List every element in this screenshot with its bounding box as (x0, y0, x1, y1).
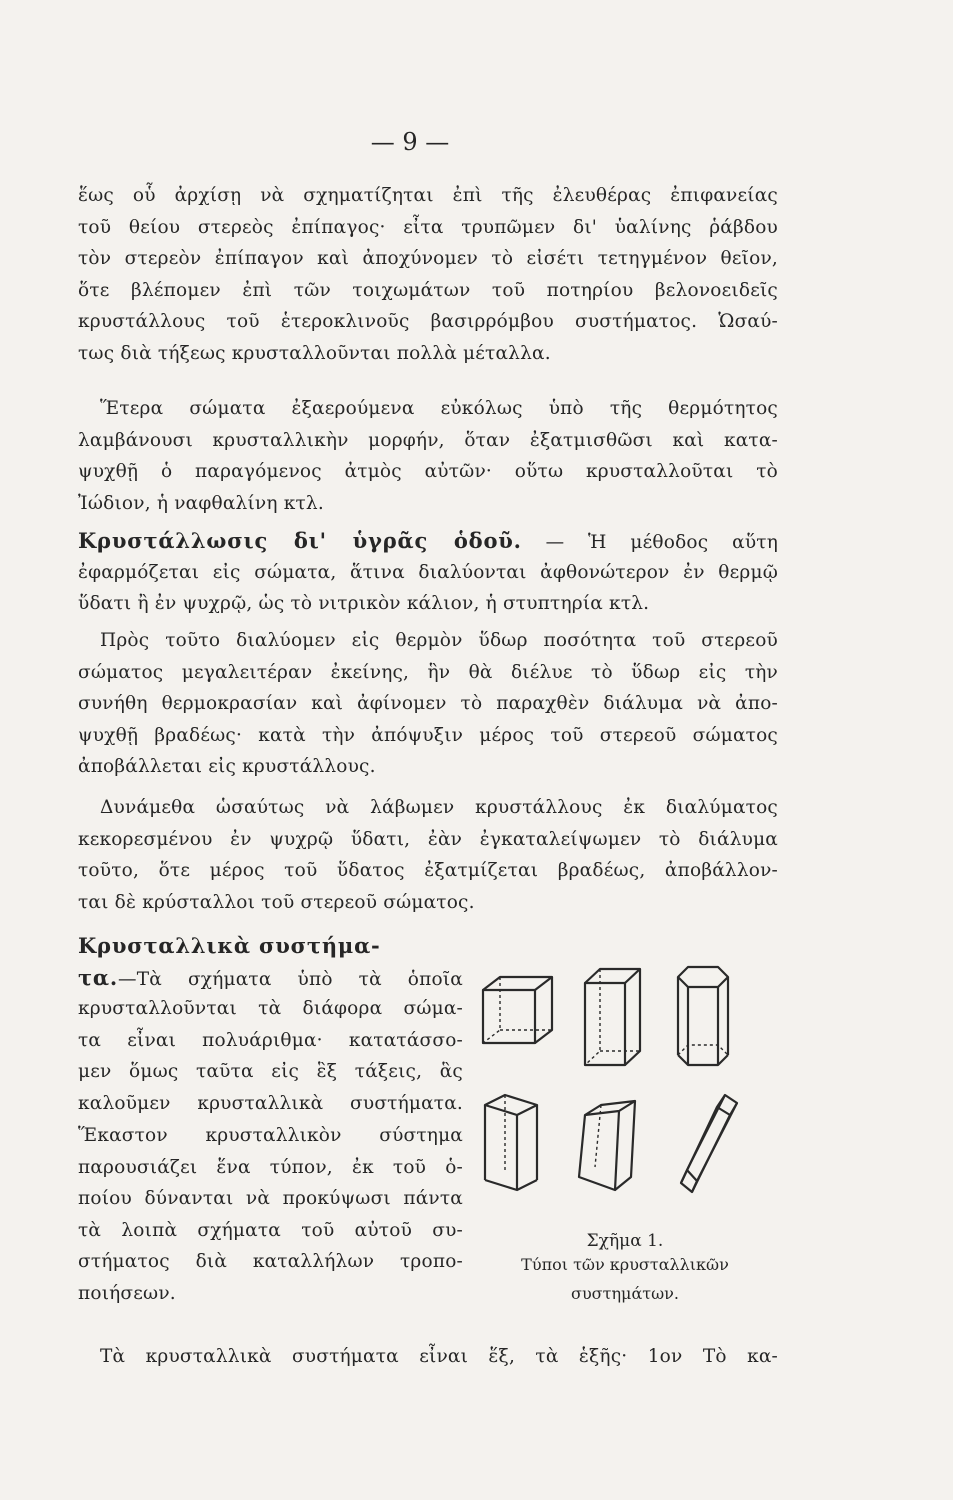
text-line: σώματος μεγαλειτέραν ἐκείνης, ἣν θὰ διέλυε τὸ ὕδωρ εἰς τὴν (78, 661, 778, 683)
figure-title: Σχῆμα 1. (586, 1231, 664, 1251)
paragraph-2 (78, 393, 778, 519)
cube-crystal-icon (483, 977, 552, 1043)
text-line: τοῦτο, ὅτε μέρος τοῦ ὕδατος ἐξατμίζεται βραδέως, ἀποβάλλον- (78, 860, 778, 882)
text-line: Ἕκαστον κρυσταλλικὸν σύστημα (78, 1125, 463, 1146)
triclinic-prism-icon (681, 1095, 737, 1192)
crystal-systems-figure (475, 955, 780, 1195)
text-line: ἕως οὗ ἀρχίσῃ νὰ σχηματίζηται ἐπὶ τῆς ἐλευθέρας ἐπιφανείας (78, 185, 778, 206)
text-line: ψυχθῇ ὁ παραγόμενος ἀτμὸς αὐτῶν· οὕτω κρυσταλλοῦται τὸ (78, 461, 778, 483)
hexagonal-prism-icon (678, 967, 728, 1065)
text-line: συνήθη θερμοκρασίαν καὶ ἀφίνομεν τὸ παραχθὲν διάλυμα νὰ ἀπο- (78, 693, 778, 715)
section-heading-line (78, 962, 463, 994)
text-line: ποίου δύνανται νὰ προκύψωσι πάντα (78, 1188, 463, 1210)
figure-caption-line-1: Τύποι τῶν κρυσταλλικῶν (521, 1255, 729, 1274)
text-line: τοῦ θείου στερεὸς ἐπίπαγος· εἶτα τρυπῶμεν δι' ὑαλίνης ῥάβδου (78, 216, 778, 238)
text-line: κρυστάλλους τοῦ ἑτεροκλινοῦς βασιρρόμβου συστήματος. Ὡσαύ- (78, 311, 778, 333)
paragraph-4 (78, 792, 778, 918)
page-number: — 9 — (370, 128, 450, 156)
text-line: κρυσταλλοῦνται τὰ διάφορα σώμα- (78, 998, 463, 1020)
text-line: ται δὲ κρύσταλλοι τοῦ στερεοῦ σώματος. (78, 891, 475, 913)
text-line: καλοῦμεν κρυσταλλικὰ συστήματα. (78, 1092, 463, 1114)
paragraph-3 (78, 625, 778, 783)
text-line: Πρὸς τοῦτο διαλύομεν εἰς θερμὸν ὕδωρ ποσότητα τοῦ στερεοῦ (100, 630, 778, 651)
text-line: λαμβάνουσι κρυσταλλικὴν μορφήν, ὅταν ἐξατμισθῶσι καὶ κατα- (78, 429, 778, 451)
figure-caption-line-2: συστημάτων. (571, 1284, 679, 1303)
orthorhombic-prism-icon (485, 1095, 537, 1190)
text-line: μεν ὅμως ταῦτα εἰς ἓξ τάξεις, ἃς (78, 1061, 463, 1083)
text-line: Ἰώδιον, ἡ ναφθαλίνη κτλ. (78, 492, 324, 514)
text-line: στήματος διὰ καταλλήλων τροπο- (78, 1251, 463, 1273)
paragraph-5 (78, 1120, 463, 1310)
section-heading: Κρυστάλλωσις δι' ὑγρᾶς ὁδοῦ. (78, 528, 522, 553)
section-heading-line (78, 930, 463, 962)
section-heading: Κρυσταλλικὰ συστήμα- (78, 933, 381, 958)
text-line: ψυχθῇ βραδέως· κατὰ τὴν ἀπόψυξιν μέρος τοῦ στερεοῦ σώματος (78, 724, 778, 746)
section-liquid-crystallization (78, 525, 778, 620)
text-line: ὅτε βλέπομεν ἐπὶ τῶν τοιχωμάτων τοῦ ποτηρίου βελονοειδεῖς (78, 279, 778, 301)
text-line: ποιήσεων. (78, 1282, 176, 1304)
text-line: ἀποβάλλεται εἰς κρυστάλλους. (78, 756, 376, 778)
section-lead: — Ἡ μέθοδος αὕτη (545, 532, 778, 553)
closing-line (78, 1341, 778, 1373)
text-line: Τὰ κρυσταλλικὰ συστήματα εἶναι ἕξ, τὰ ἑξῆς· 1ον Τὸ κα- (100, 1346, 778, 1367)
tetragonal-prism-icon (585, 969, 640, 1065)
text-line: τὰ λοιπὰ σχήματα τοῦ αὐτοῦ συ- (78, 1219, 463, 1241)
text-line: τὸν στερεὸν ἐπίπαγον καὶ ἀποχύνομεν τὸ εἰσέτι τετηγμένον θεῖον, (78, 248, 778, 270)
monoclinic-prism-icon (579, 1101, 635, 1190)
section-crystal-systems (78, 930, 463, 1120)
paragraph-1 (78, 180, 778, 370)
text-line: ἐφαρμόζεται εἰς σώματα, ἅτινα διαλύονται ἀφθονώτερον ἐν θερμῷ (78, 561, 778, 583)
section-heading: τα. (78, 964, 119, 990)
text-line: τα εἶναι πολυάριθμα· κατατάσσο- (78, 1029, 463, 1051)
section-lead: —Τὰ σχήματα ὑπὸ τὰ ὁποῖα (118, 968, 463, 990)
text-line: τως διὰ τήξεως κρυσταλλοῦνται πολλὰ μέταλλα. (78, 342, 551, 364)
text-line: κεκορεσμένου ἐν ψυχρῷ ὕδατι, ἐὰν ἐγκαταλείψωμεν τὸ διάλυμα (78, 828, 778, 850)
text-line: Δυνάμεθα ὡσαύτως νὰ λάβωμεν κρυστάλλους ἐκ διαλύματος (100, 797, 778, 818)
section-heading-line (78, 525, 778, 557)
text-line: παρουσιάζει ἕνα τύπον, ἐκ τοῦ ὁ- (78, 1156, 463, 1178)
text-line: Ἕτερα σώματα ἐξαερούμενα εὐκόλως ὑπὸ τῆς θερμότητος (100, 398, 778, 419)
text-line: ὕδατι ἢ ἐν ψυχρῷ, ὡς τὸ νιτρικὸν κάλιον, ἡ στυπτηρία κτλ. (78, 593, 650, 615)
